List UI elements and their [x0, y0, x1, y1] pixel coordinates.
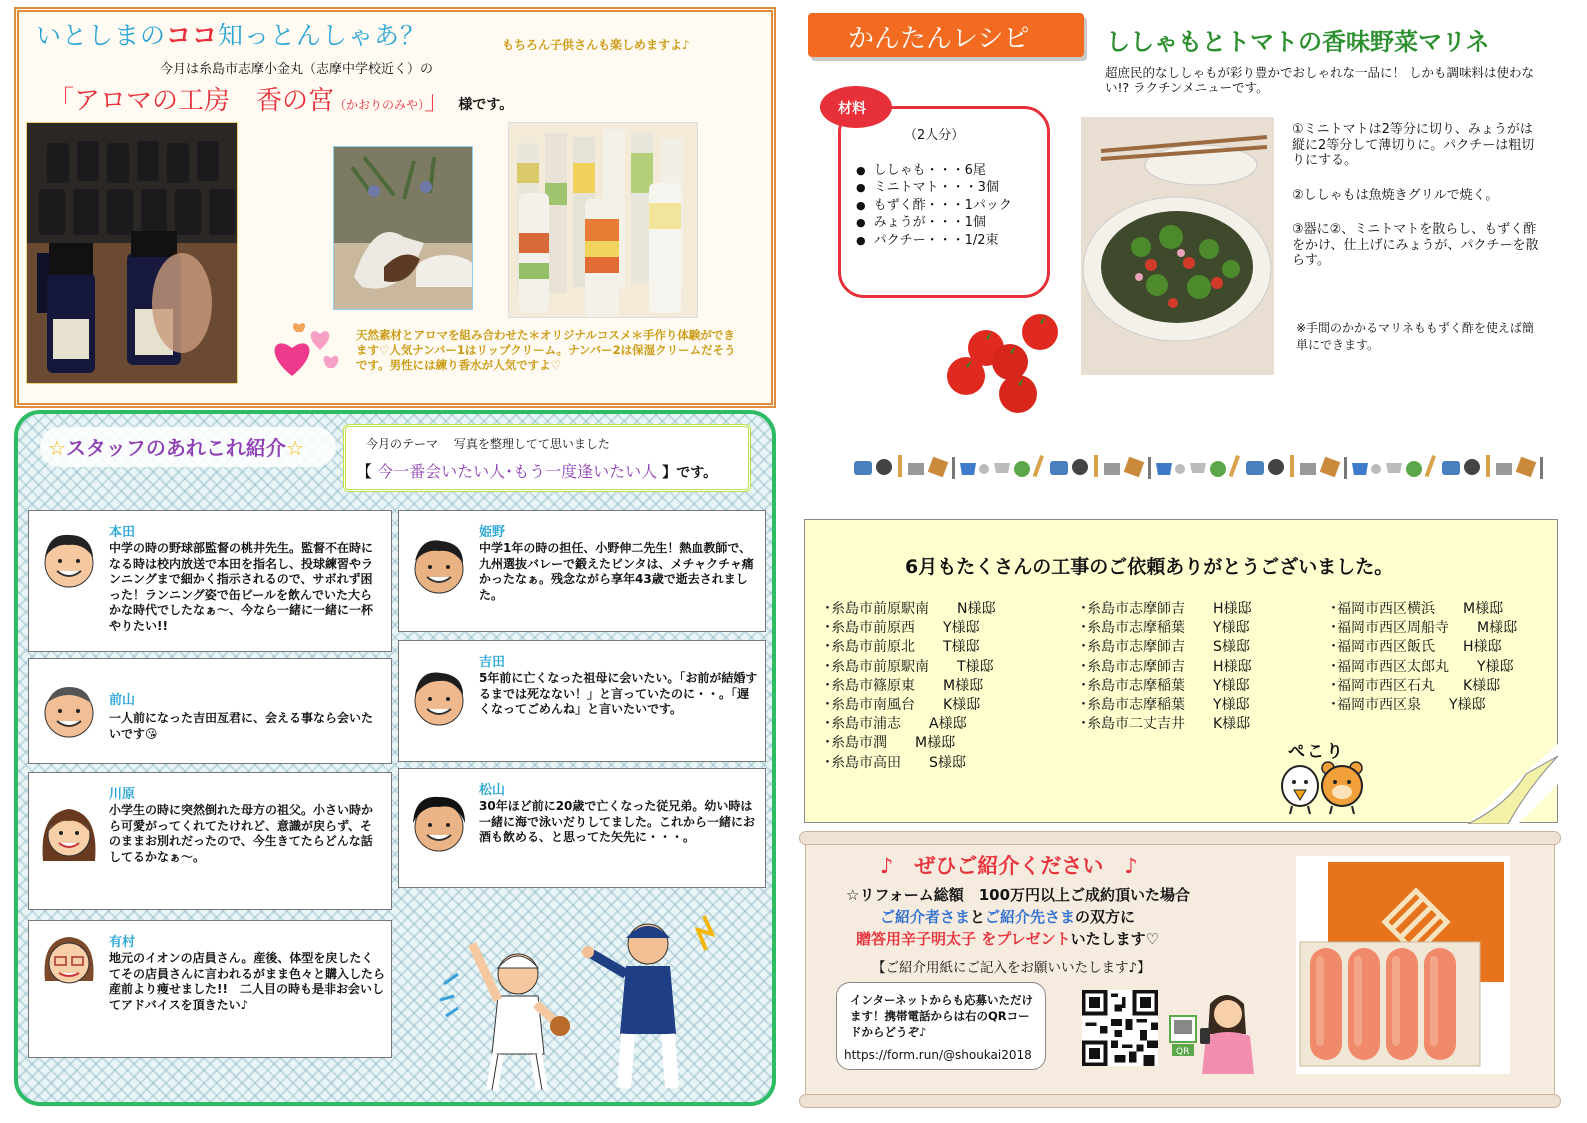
referral-form-note: 【ご紹介用紙にご記入をお願いいたします♪】	[872, 960, 1151, 976]
ingredients-label: 材料	[820, 86, 892, 128]
staff-card-arimura	[28, 920, 392, 1058]
address-column-2	[1080, 600, 1252, 734]
staff-panel	[14, 410, 776, 1106]
pekori-label: ぺこり	[1288, 742, 1345, 762]
address-item: ･糸島市浦志 A様邸	[824, 716, 967, 733]
address-item: ･糸島市志摩稲葉 Y様邸	[1080, 697, 1250, 714]
address-item: ･糸島市潤 M様邸	[824, 735, 956, 752]
staff-name: 前山	[109, 693, 136, 708]
avatar-icon	[39, 531, 99, 591]
ingredients-list	[856, 162, 1012, 249]
address-item: ･糸島市志摩師吉 H様邸	[1080, 601, 1252, 617]
recipe-step: ②ししゃもは魚焼きグリルで焼く。	[1292, 187, 1499, 203]
theme-box	[343, 424, 751, 492]
kids-note: もちろん子供さんも楽しめますよ♪	[502, 38, 690, 52]
referral-both-parties: ご紹介者さまとご紹介先さまの双方に	[880, 908, 1136, 926]
staff-card-himeno	[398, 510, 766, 632]
avatar-icon	[39, 931, 99, 991]
staff-text: 中学1年の時の担任、小野伸二先生！熱血教師で、九州選抜バレーで鍛えたビンタは、メチャクチャ痛かったなぁ。残念ながら享年43歳で逝去されました。	[479, 541, 754, 602]
avatar-icon	[409, 537, 469, 597]
baseball-coach-illustration	[428, 904, 718, 1094]
mentaiko-gift-photo	[1296, 856, 1510, 1074]
ingredient-item: ● もずく酢・・・1パック	[856, 197, 1012, 214]
address-item: ･糸島市志摩稲葉 Y様邸	[1080, 677, 1250, 694]
recipe-step: ③器に②、ミニトマトを散らし、もずく酢をかけ、仕上げにみょうが、パクチーを散らす。	[1292, 222, 1539, 268]
staff-name: 吉田	[479, 655, 506, 670]
address-column-1	[824, 600, 995, 773]
address-item: ･糸島市篠原東 M様邸	[824, 677, 984, 694]
staff-name: 姫野	[479, 525, 506, 540]
recipe-step: ①ミニトマトは2等分に切り、みょうがは縦に2等分して薄切りに。パクチーは粗切りにする。	[1292, 122, 1535, 168]
staff-text: 小学生の時に突然倒れた母方の祖父。小さい時から可愛がってくれてたけれど、意識が戻らず、そのままお別れだったので、今生きてたらどんな話してるかなぁ～。	[109, 803, 374, 864]
scroll-roll-top	[799, 831, 1561, 845]
ingredient-item: ● パクチー・・・1/2束	[856, 232, 1012, 249]
recipe-intro: 超庶民的なししゃもが彩り豊かでおしゃれな一品に！ しかも調味料は使わない!? ラクチンメニューです。	[1105, 65, 1534, 95]
address-item: ･福岡市西区飯氏 H様邸	[1330, 639, 1502, 656]
referral-heading: ♪ ぜひご紹介ください ♪	[880, 854, 1138, 878]
staff-name: 松山	[479, 783, 506, 798]
staff-text: 中学の時の野球部監督の桃井先生。監督不在時になる時は校内放送で本田を指名し、投球練習やランニングまで細かく指示されるので、サボれず困った！ランニング姿で缶ビールを飲んでいた大らかな時代でしたなぁ～、今なら一緒に一緒に一杯やりたい!!	[109, 541, 374, 633]
staff-card-maeyama	[28, 658, 392, 764]
servings: （2人分）	[904, 128, 965, 143]
address-column-3	[1330, 600, 1517, 715]
staff-name: 本田	[109, 525, 136, 540]
address-item: ･糸島市前原北 T様邸	[824, 639, 980, 656]
address-item: ･糸島市志摩稲葉 Y様邸	[1080, 620, 1250, 637]
theme-line: 今月のテーマ 写真を整理してて思いました	[366, 437, 610, 451]
ingredient-item: ● ししゃも・・・6尾	[856, 162, 1012, 179]
qr-label: QR	[1176, 1047, 1190, 1057]
staff-card-matsuyama	[398, 768, 766, 888]
address-item: ･福岡市西区横浜 M様邸	[1330, 601, 1504, 617]
address-item: ･糸島市志摩師吉 H様邸	[1080, 658, 1252, 675]
shop-name: 「アロマの工房 香の宮（かおりのみや）」 様です。	[48, 86, 514, 116]
address-item: ･糸島市前原駅南 N様邸	[824, 601, 996, 617]
address-item: ･糸島市前原駅南 T様邸	[824, 658, 994, 675]
qr-code-icon[interactable]	[1082, 990, 1158, 1066]
address-item: ･糸島市二丈吉井 K様邸	[1080, 716, 1251, 733]
recipe-note: ※手間のかかるマリネももずく酢を使えば簡単にできます。	[1296, 321, 1534, 352]
address-item: ･糸島市志摩師吉 S様邸	[1080, 639, 1250, 656]
recipe-steps	[1292, 122, 1540, 288]
tomatoes-icon	[940, 308, 1070, 418]
theme-text: 【 今一番会いたい人･もう一度逢いたい人 】です。	[356, 462, 718, 481]
staff-text: 30年ほど前に20歳で亡くなった従兄弟。幼い時は一緒に海で泳いだりしてました。これから一緒にお酒も飲める、と思ってた矢先に・・・。	[479, 799, 756, 844]
address-item: ･福岡市西区泉 Y様邸	[1330, 697, 1486, 714]
referral-condition: ☆リフォーム総額 100万円以上ご成約頂いた場合	[846, 886, 1191, 904]
girl-with-phone-icon	[1166, 984, 1256, 1074]
address-item: ･福岡市西区周船寺 M様邸	[1330, 620, 1518, 637]
lip-cream-tubes-photo	[508, 122, 698, 318]
scroll-roll-bottom	[799, 1094, 1561, 1108]
thanks-title: 6月もたくさんの工事のご依頼ありがとうございました。	[905, 556, 1394, 578]
avatar-icon	[409, 795, 469, 855]
page-curl-icon	[1468, 744, 1558, 824]
aroma-bottles-photo	[26, 122, 238, 384]
hearts-icon	[270, 318, 346, 384]
avatar-icon	[39, 681, 99, 741]
bowing-mascots-icon	[1278, 756, 1366, 816]
avatar-icon	[409, 669, 469, 729]
staff-name: 有村	[109, 935, 136, 950]
ingredient-item: ● ミニトマト・・・3個	[856, 179, 1012, 196]
bubble-text: インターネットからも応募いただけます！携帯電話からは右のQRコードからどうぞ♪	[850, 993, 1033, 1039]
itoshima-title: いとしまのココ知っとんしゃあ？	[36, 21, 427, 50]
aroma-description: 天然素材とアロマを組み合わせた＊オリジナルコスメ＊手作り体験ができます♡人気ナンバー1はリップクリーム。ナンバー2は保湿クリームだそうです。男性には練り香水が人気ですよ♡	[356, 328, 736, 372]
dove-diffuser-photo	[333, 146, 473, 310]
staff-title: ☆スタッフのあれこれ紹介☆	[48, 436, 304, 460]
staff-text: 地元のイオンの店員さん。産後、体型を戻したくてその店員さんに言われるがまま色々と購入したら産前より痩せました!! 二人目の時も是非お会いしてアドバイスを頂きたい♪	[109, 951, 386, 1012]
address-item: ･糸島市高田 S様邸	[824, 754, 966, 771]
ingredient-item: ● みょうが・・・1個	[856, 214, 1012, 231]
kitchen-tools-strip	[850, 449, 1545, 483]
staff-card-kawahara	[28, 772, 392, 910]
recipe-title: ししゃもとトマトの香味野菜マリネ	[1106, 28, 1490, 56]
staff-text: 一人前になった吉田亙君に、会える事なら会いたいです😘	[109, 711, 374, 741]
avatar-icon	[39, 803, 99, 863]
referral-url-link[interactable]: https://form.run/@shoukai2018	[844, 1048, 1032, 1062]
address-item: ･福岡市西区石丸 K様邸	[1330, 677, 1501, 694]
address-item: ･福岡市西区太郎丸 Y様邸	[1330, 658, 1514, 675]
staff-card-honda	[28, 510, 392, 652]
staff-name: 川原	[109, 787, 136, 802]
recipe-tab: かんたんレシピ	[808, 13, 1084, 57]
marinade-dish-photo	[1081, 117, 1274, 375]
staff-card-yoshida	[398, 640, 766, 762]
month-line: 今月は糸島市志摩小金丸（志摩中学校近く）の	[160, 62, 434, 77]
staff-text: 5年前に亡くなった祖母に会いたい。「お前が結婚するまでは死なない！」と言っていたのに・・。「遅くなってごめんね」と言いたいです。	[479, 671, 758, 716]
address-item: ･糸島市南風台 K様邸	[824, 697, 981, 714]
address-item: ･糸島市前原西 Y様邸	[824, 620, 980, 637]
referral-gift: 贈答用辛子明太子 をプレゼントいたします♡	[856, 930, 1160, 948]
